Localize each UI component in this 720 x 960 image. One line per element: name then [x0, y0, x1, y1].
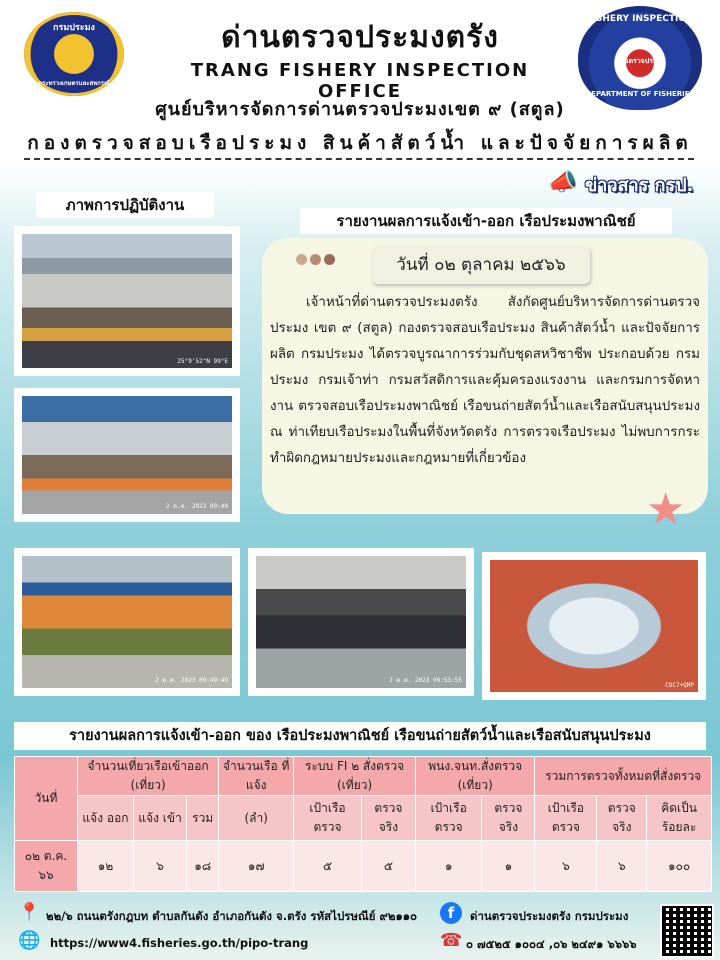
sub-fi2-target: เป้าเรือ ตรวจ: [294, 796, 362, 841]
phone-icon: ☎: [440, 930, 463, 951]
facebook-icon[interactable]: f: [440, 902, 462, 924]
location-icon: 📍: [18, 902, 41, 923]
globe-icon: 🌐: [18, 930, 41, 951]
sub-sum: รวม: [187, 796, 219, 841]
logo-left-label: กรมประมง: [53, 23, 95, 33]
footer-phone: ๐ ๗๕๒๕ ๑๐๐๔ ,๐๖ ๒๔๙๑ ๖๖๖๖: [466, 937, 637, 951]
sub-percent: คิดเป็น ร้อยละ: [647, 796, 712, 841]
photos-section-label: ภาพการปฏิบัติงาน: [36, 192, 214, 218]
sub-out: แจ้ง ออก: [78, 796, 134, 841]
cell-percent: ๑๐๐: [647, 841, 712, 892]
header-pnc: พนง.จนท.สั่งตรวจ (เที่ยว): [415, 757, 534, 796]
subtitle-division: ศูนย์บริหารจัดการด่านตรวจประมงเขต ๙ (สตูล): [155, 99, 565, 120]
decorative-dots: [296, 250, 338, 269]
sub-pnc-target: เป้าเรือ ตรวจ: [415, 796, 481, 841]
photo-crew-lifejackets: [14, 548, 240, 696]
logo-left-ministry: กระทรวงเกษตรและสหกรณ์: [38, 80, 110, 87]
news-badge-label: ข่าวสาร กรป.: [585, 175, 694, 196]
dot-3: [324, 254, 335, 265]
footer-address: ๒๒/๖ ถนนตรังกฎบท ตำบลกันตัง อำเภอกันตัง จ.ตรัง รหัสไปรษณีย์ ๙๒๑๑๐: [46, 909, 418, 923]
header-date: วันที่: [15, 757, 78, 841]
sub-pnc-actual: ตรวจ จริง: [482, 796, 535, 841]
cell-date: ๐๒ ต.ค. ๖๖: [15, 841, 78, 892]
logo-right-bottom-text: DEPARTMENT OF FISHERIES: [585, 90, 695, 98]
page-title-english: TRANG FISHERY INSPECTION OFFICE: [190, 60, 530, 102]
sub-unit: (ลำ): [219, 796, 294, 841]
cell-out: ๑๒: [78, 841, 134, 892]
header-boats: จำนวนเรือ ที่แจ้ง: [219, 757, 294, 796]
header-total: รวมการตรวจทั้งหมดที่สั่งตรวจ: [535, 757, 712, 796]
sub-total-target: เป้าเรือ ตรวจ: [535, 796, 597, 841]
cell-boats: ๑๗: [219, 841, 294, 892]
logo-right-center-text: ด่านตรวจประมง: [615, 57, 665, 65]
photo-1-stamp: 25°9'52"N 99°E: [177, 358, 228, 365]
cell-fi2-target: ๕: [294, 841, 362, 892]
table-header-row: [15, 757, 712, 796]
cell-in: ๖: [133, 841, 186, 892]
table-subheader-row: [15, 796, 712, 841]
cell-total-actual: ๖: [597, 841, 647, 892]
table-title: รายงานผลการแจ้งเข้า-ออก ของ เรือประมงพาณิชย์ เรือขนถ่ายสัตว์น้ำและเรือสนับสนุนประมง: [14, 722, 706, 750]
dot-1: [296, 254, 307, 265]
cell-pnc-target: ๑: [415, 841, 481, 892]
photo-crew-lineup: [14, 388, 240, 522]
report-body: เจ้าหน้าที่ด่านตรวจประมงตรัง สังกัดศูนย์บริหารจัดการด่านตรวจประมง เขต ๙ (สตูล) กองตรวจสอบเรือประมง สินค้าสัตว์น้ำ และปัจจัยการผลิต กรมประมง ได้ตรวจบูรณาการร่วมกับชุดสหวิชาชีพ ประกอบด้วย กรมประมง กรมเจ้าท่า กรมสวัสดิการและคุ้มครองแรงงาน และกรมการจัดหางาน ตรวจสอบเรือประมงพาณิชย์ เรือขนถ่ายสัตว์น้ำและเรือสนับสนุนประมง ณ ท่าเทียบเรือประมงในพื้นที่จังหวัดตรัง การตรวจเรือประมง ไม่พบการกระทำผิดกฎหมายประมงและกฎหมายที่เกี่ยวข้อง: [270, 295, 700, 466]
cell-pnc-actual: ๑: [482, 841, 535, 892]
starfish-icon: ★: [646, 484, 686, 535]
subtitle-bureau: กองตรวจสอบเรือประมง สินค้าสัตว์น้ำ และปัจจัยการผลิต: [27, 132, 693, 154]
department-of-fisheries-logo: [24, 12, 124, 96]
header-trips: จำนวนเที่ยวเรือเข้าออก (เที่ยว): [78, 757, 219, 796]
photo-2-stamp: 2 ต.ค. 2023 09:49: [165, 503, 228, 510]
photo-boat-inspection: [14, 226, 240, 376]
cell-total-target: ๖: [535, 841, 597, 892]
footer-facebook[interactable]: ด่านตรวจประมงตรัง กรมประมง: [470, 909, 629, 923]
header-divider: [24, 158, 694, 160]
sub-fi2-actual: ตรวจ จริง: [361, 796, 415, 841]
dot-2: [310, 254, 321, 265]
photo-3-stamp: 2 ต.ค. 2023 09:49:49: [155, 677, 228, 684]
inspection-stats-table: [14, 756, 712, 892]
cell-fi2-actual: ๕: [361, 841, 415, 892]
logo-right-top-text: FISHERY INSPECTION: [586, 14, 694, 24]
header-fi2: ระบบ FI ๒ สั่งตรวจ (เที่ยว): [294, 757, 416, 796]
megaphone-icon: 📣: [548, 168, 578, 196]
page-title: ด่านตรวจประมงตรัง: [221, 20, 499, 55]
qr-code[interactable]: [660, 904, 714, 958]
photo-officers-pier: [248, 548, 474, 696]
table-row: [15, 841, 712, 892]
footer-website[interactable]: https://www4.fisheries.go.th/pipo-trang: [50, 936, 309, 950]
photo-fish-hold: [482, 552, 706, 700]
photo-5-stamp: COC7+QMP: [665, 682, 694, 689]
photo-4-stamp: 2 ต.ค. 2023 09:53:55: [389, 677, 462, 684]
report-heading: รายงานผลการแจ้งเข้า-ออก เรือประมงพาณิชย์: [300, 208, 672, 234]
sub-total-actual: ตรวจ จริง: [597, 796, 647, 841]
sub-in: แจ้ง เข้า: [133, 796, 186, 841]
report-date: วันที่ ๐๒ ตุลาคม ๒๕๖๖: [372, 246, 590, 284]
cell-sum: ๑๘: [187, 841, 219, 892]
